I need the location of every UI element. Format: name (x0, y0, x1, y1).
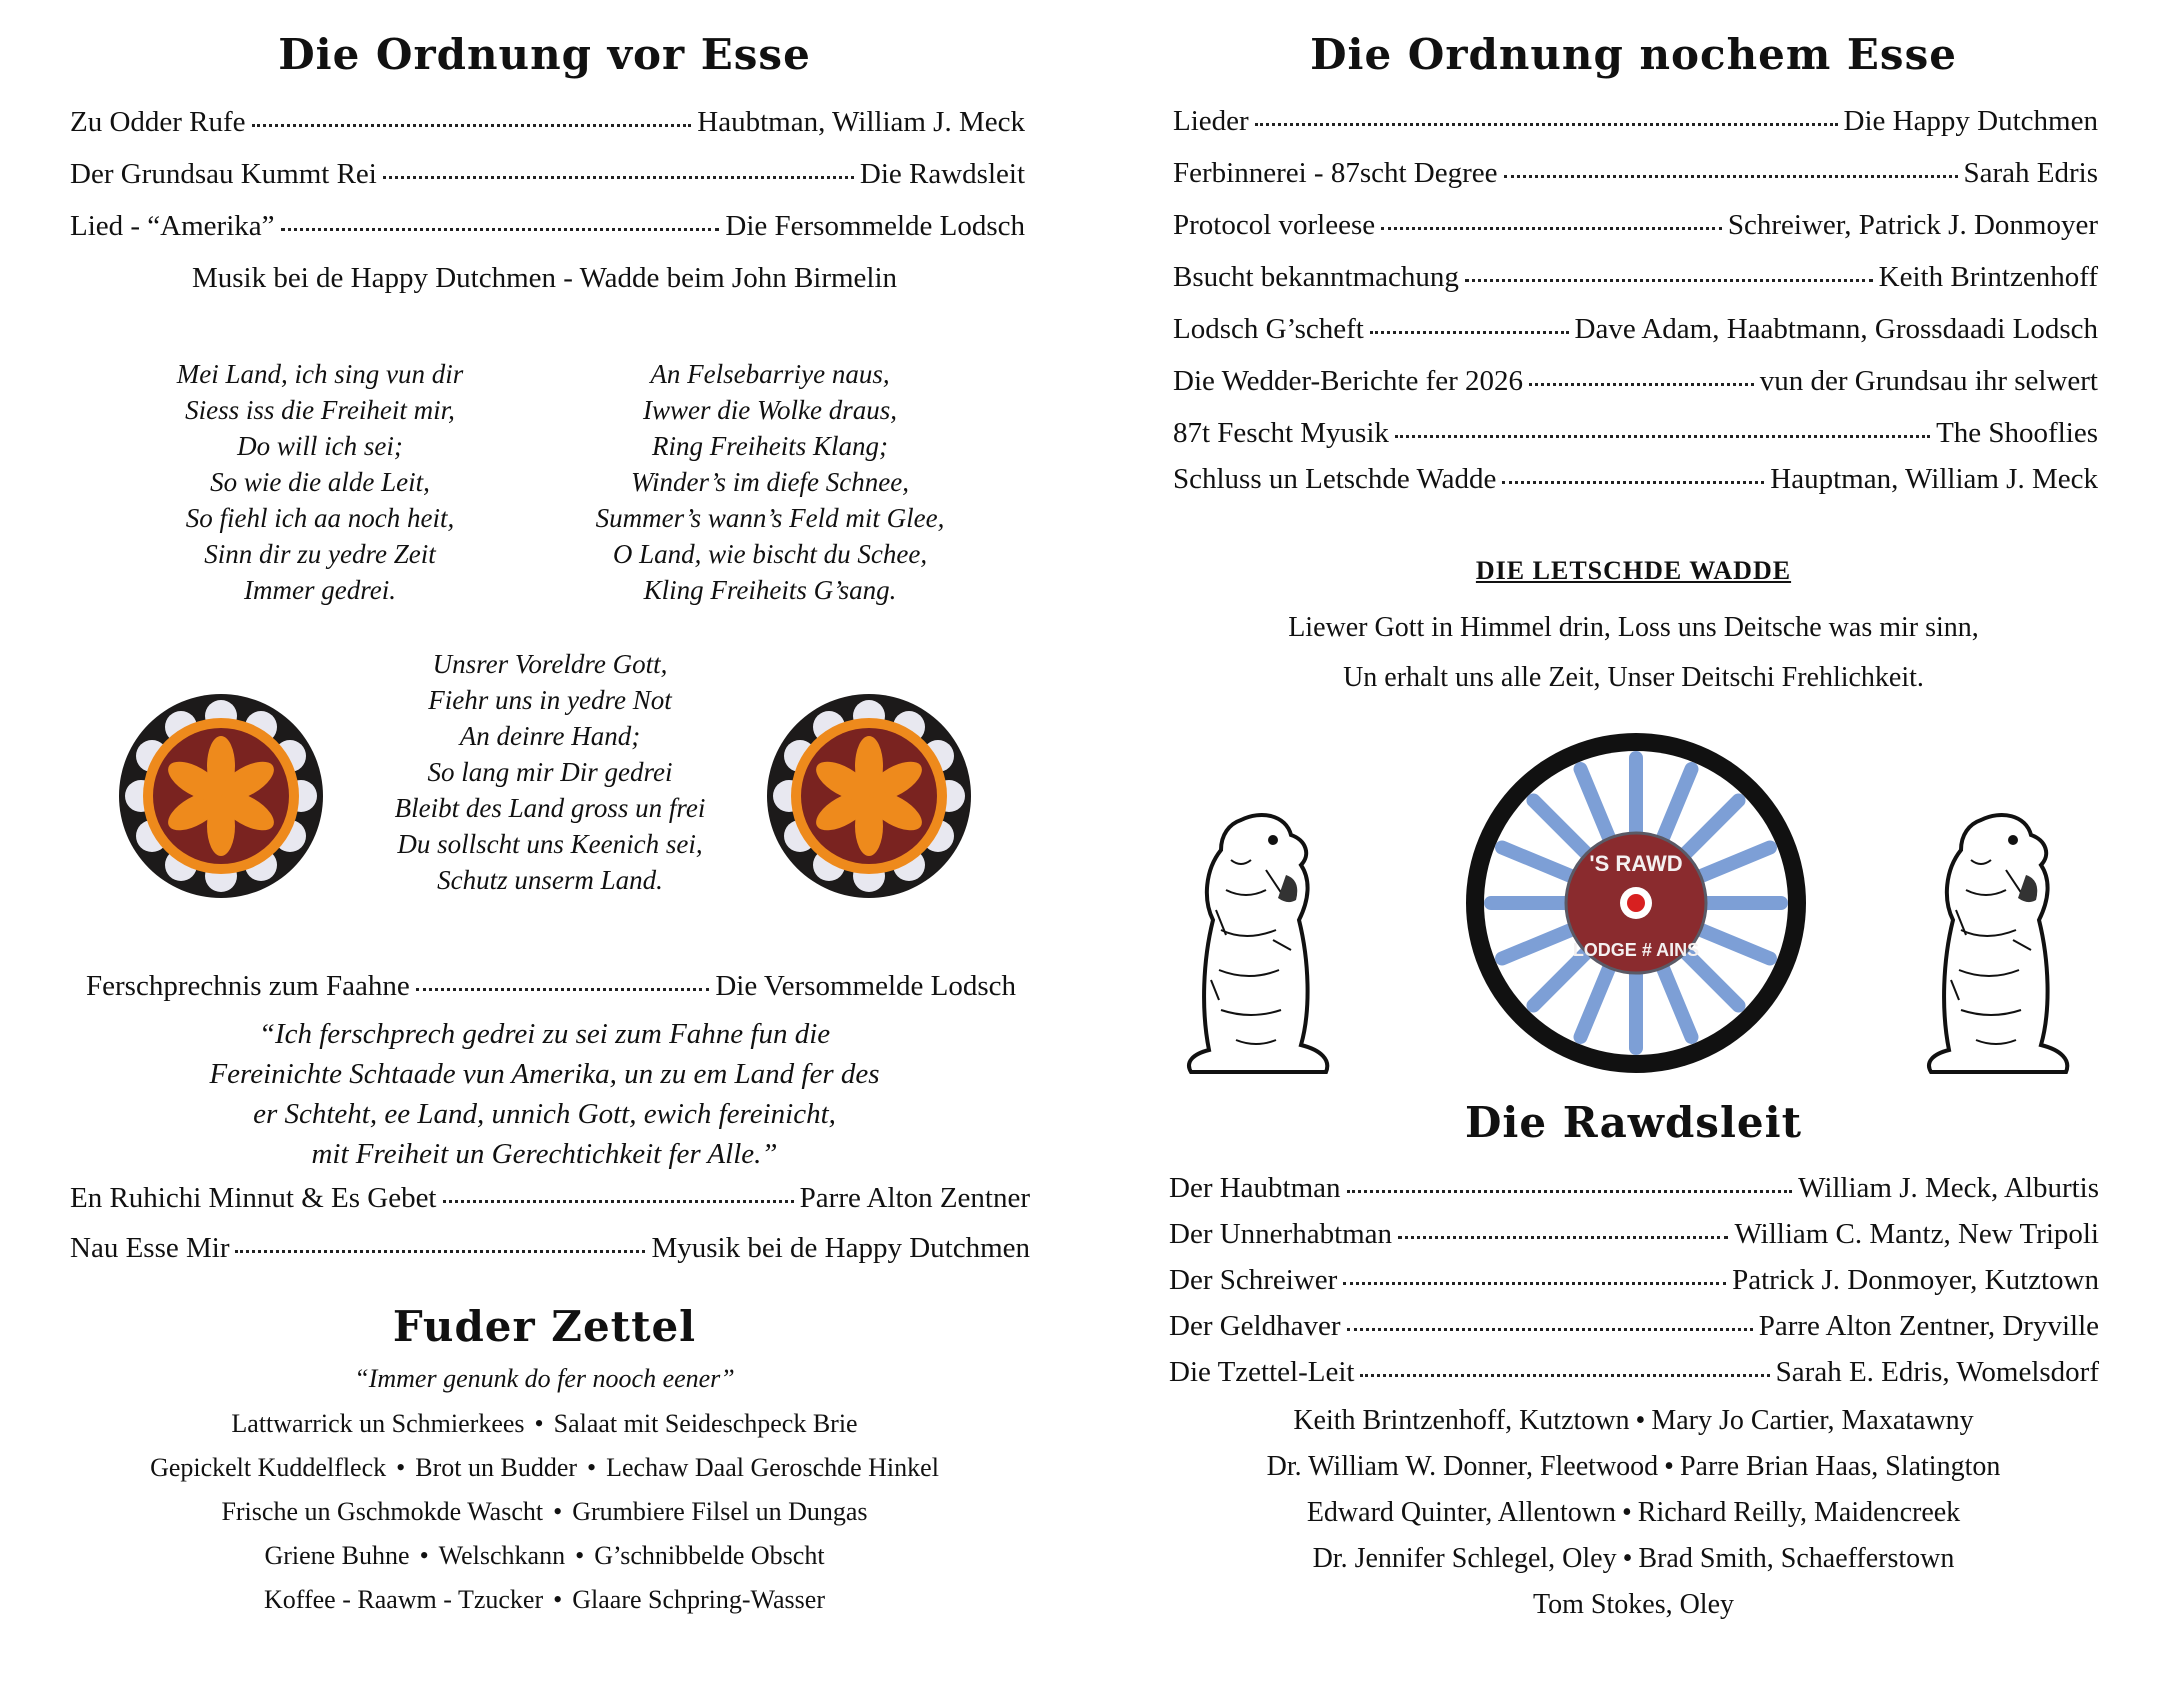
program-row: Ferbinnerei - 87scht Degree Sarah Edris (1173, 157, 2098, 189)
menu-line: Lattwarrick un Schmierkees • Salaat mit Seideschpeck Brie (231, 1409, 858, 1438)
menu-line: Koffee - Raawm - Tzucker • Glaare Schpring-Wasser (263, 1585, 825, 1614)
hex-sign-icon (118, 693, 324, 899)
program-row: Schluss un Letschde Wadde Hauptman, William J. Meck (1173, 463, 2098, 495)
program-row: 87t Fescht Myusik The Shooflies (1173, 417, 2098, 449)
music-line: Musik bei de Happy Dutchmen - Wadde beim John Birmelin (191, 262, 898, 294)
program-row: Lieder Die Happy Dutchmen (1173, 105, 2098, 137)
program-row: Zu Odder Rufe Haubtman, William J. Meck (70, 106, 1025, 138)
letschde-line: Un erhalt uns alle Zeit, Unser Deitschi Frehlichkeit. (1343, 662, 1924, 693)
member-line: Dr. William W. Donner, Fleetwood • Parre Brian Haas, Slatington (1266, 1451, 2001, 1482)
poem-right: An Felsebarriye naus, Iwwer die Wolke draus, Ring Freiheits Klang; Winder’s im diefe Schnee, Summer’s wann’s Feld mit Glee, O Land, wie bischt du Schee, Kling Freiheits G’sang. (595, 359, 945, 605)
left-title: Die Ordnung vor Esse (278, 30, 811, 79)
officer-row: Der Haubtman William J. Meck, Alburtis (1169, 1172, 2099, 1204)
program-row: En Ruhichi Minnut & Es Gebet Parre Alton Zentner (70, 1182, 1030, 1214)
letschde-title: DIE LETSCHDE WADDE (1475, 556, 1792, 585)
program-row: Lodsch G’scheft Dave Adam, Haabtmann, Grossdaadi Lodsch (1173, 313, 2098, 345)
pledge-row: Ferschprechnis zum Faahne Die Versommelde Lodsch (86, 970, 1016, 1002)
emblem-bottom-text: LODGE # AINS (1572, 940, 1700, 960)
officer-row: Die Tzettel-Leit Sarah E. Edris, Womelsdorf (1169, 1356, 2099, 1388)
officer-row: Der Unnerhabtman William C. Mantz, New Tripoli (1169, 1218, 2099, 1250)
poem-center: Unsrer Voreldre Gott, Fiehr uns in yedre Not An deinre Hand; So lang mir Dir gedrei Bleibt des Land gross un frei Du sollscht uns Keenich sei, Schutz unserm Land. (394, 649, 706, 895)
program-row: Die Wedder-Berichte fer 2026 vun der Grundsau ihr selwert (1173, 365, 2098, 397)
right-page (1089, 0, 2178, 1684)
letschde-line: Liewer Gott in Himmel drin, Loss uns Deitsche was mir sinn, (1288, 612, 1979, 643)
member-line: Dr. Jennifer Schlegel, Oley • Brad Smith, Schaefferstown (1312, 1543, 1955, 1574)
member-line: Keith Brintzenhoff, Kutztown • Mary Jo Cartier, Maxatawny (1293, 1405, 1974, 1436)
rawd-lodge-emblem (1461, 728, 1811, 1078)
menu-motto: “Immer genunk do fer nooch eener” (354, 1364, 735, 1393)
program-row: Lied - “Amerika” Die Fersommelde Lodsch (70, 210, 1025, 242)
officer-row: Der Schreiwer Patrick J. Donmoyer, Kutztown (1169, 1264, 2099, 1296)
program-row: Der Grundsau Kummt Rei Die Rawdsleit (70, 158, 1025, 190)
program-row: Protocol vorleese Schreiwer, Patrick J. Donmoyer (1173, 209, 2098, 241)
menu-line: Gepickelt Kuddelfleck • Brot un Budder • Lechaw Daal Geroschde Hinkel (150, 1453, 939, 1482)
member-line: Edward Quinter, Allentown • Richard Reilly, Maidencreek (1306, 1497, 1961, 1528)
menu-line: Griene Buhne • Welschkann • G’schnibbelde Obscht (264, 1541, 825, 1570)
pledge-text: “Ich ferschprech gedrei zu sei zum Fahne fun die Fereinichte Schtaade vun Amerika, un zu em Land fer des er Schteht, ee Land, unnich Gott, ewich fereinicht, mit Freiheit un Gerechtichkeit fer Alle.” (209, 1018, 880, 1170)
members-list (1089, 1398, 2178, 1628)
hex-sign-icon (766, 693, 972, 899)
groundhog-icon (1921, 810, 2071, 1080)
member-line: Tom Stokes, Oley (1532, 1589, 1735, 1620)
menu-title: Fuder Zettel (392, 1302, 697, 1351)
poem-left: Mei Land, ich sing vun dir Siess iss die Freiheit mir, Do will ich sei; So wie die alde Leit, So fiehl ich aa noch heit, Sinn dir zu yedre Zeit Immer gedrei. (176, 359, 464, 605)
right-title: Die Ordnung nochem Esse (1310, 30, 1957, 79)
officers-title: Die Rawdsleit (1464, 1098, 1802, 1147)
program-row: Nau Esse Mir Myusik bei de Happy Dutchmen (70, 1232, 1030, 1264)
program-row: Bsucht bekanntmachung Keith Brintzenhoff (1173, 261, 2098, 293)
groundhog-icon (1181, 810, 1331, 1080)
menu-list (0, 1402, 1089, 1622)
officer-row: Der Geldhaver Parre Alton Zentner, Dryville (1169, 1310, 2099, 1342)
emblem-top-text: 'S RAWD (1589, 851, 1683, 876)
menu-line: Frische un Gschmokde Wascht • Grumbiere Filsel un Dungas (221, 1497, 868, 1526)
